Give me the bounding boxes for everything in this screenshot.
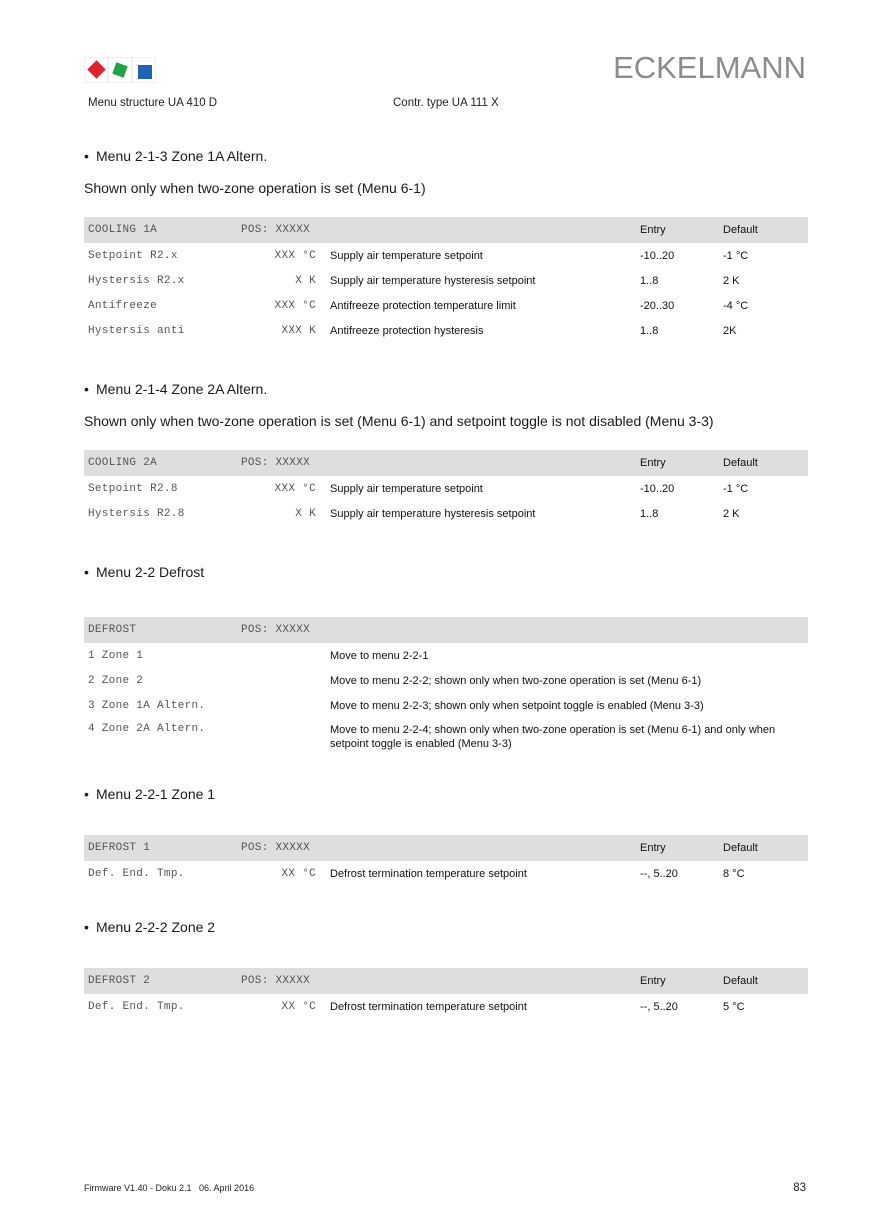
default-header: Default [719,835,808,861]
menu-name: DEFROST 2 [84,968,236,994]
table-header [84,835,808,861]
entry-header: Entry [636,217,719,243]
menu-table-defrost-1 [84,835,808,886]
menu-pos: POS: XXXXX [236,617,326,643]
table-row: 2 Zone 2 Move to menu 2-2-2; shown only when two-zone operation is set (Menu 6-1) [88,674,702,687]
section-note: Shown only when two-zone operation is set (Menu 6-1) [84,180,426,196]
menu-name: COOLING 2A [84,450,236,476]
section-menu-2-2-2 [84,919,808,1019]
section-title: • Menu 2-2 Defrost [84,564,205,580]
default-header: Default [719,968,808,994]
menu-table-cooling-2a [84,450,808,526]
table-header [84,450,808,476]
default-header: Default [719,450,808,476]
section-menu-2-1-4 [84,381,808,526]
section-title: • Menu 2-1-3 Zone 1A Altern. [84,148,268,164]
menu-table-cooling-1a [84,217,808,343]
table-header [84,217,808,243]
menu-name: DEFROST [84,617,236,643]
table-row: Antifreeze XXX °C Antifreeze protection temperature limit -20..30 -4 °C [88,299,749,312]
table-row: Def. End. Tmp. XX °C Defrost termination temperature setpoint --, 5..20 8 °C [88,867,745,880]
logo-blue-square [138,65,152,79]
table-row: Hystersis anti XXX K Antifreeze protection hysteresis 1..8 2K [88,324,737,337]
default-header: Default [719,217,808,243]
menu-pos: POS: XXXXX [236,968,326,994]
table-row: 4 Zone 2A Altern. Move to menu 2-2-4; shown only when two-zone operation is set (Menu 6-1) and only when setpoint toggle is enabled (Menu 3-3) [88,723,776,750]
header-menu-structure: Menu structure UA 410 D [88,97,218,109]
table-row: Setpoint R2.8 XXX °C Supply air temperature setpoint -10..20 -1 °C [88,482,749,495]
entry-header: Entry [636,835,719,861]
section-menu-2-2-1 [84,786,808,886]
section-title: • Menu 2-1-4 Zone 2A Altern. [84,381,268,397]
header-controller-type: Contr. type UA 111 X [393,97,499,109]
menu-pos: POS: XXXXX [236,835,326,861]
table-row: Hystersis R2.x X K Supply air temperature hysteresis setpoint 1..8 2 K [88,274,740,287]
footer-firmware: Firmware V1.40 - Doku 2.1 06. April 2016 [84,1183,255,1193]
menu-table-defrost [84,617,808,757]
menu-name: DEFROST 1 [84,835,236,861]
brand-name: ECKELMANN [613,50,806,85]
page-number: 83 [793,1182,806,1194]
table-row: Def. End. Tmp. XX °C Defrost termination temperature setpoint --, 5..20 5 °C [88,1000,745,1013]
entry-header: Entry [636,968,719,994]
section-title: • Menu 2-2-2 Zone 2 [84,919,216,935]
section-title: • Menu 2-2-1 Zone 1 [84,786,216,802]
menu-table-defrost-2 [84,968,808,1019]
menu-pos: POS: XXXXX [236,450,326,476]
table-row: 3 Zone 1A Altern. Move to menu 2-2-3; shown only when setpoint toggle is enabled (Menu 3-3) [88,699,704,712]
section-note: Shown only when two-zone operation is set (Menu 6-1) and setpoint toggle is not disabled (Menu 3-3) [84,413,714,429]
section-menu-2-1-3 [84,148,808,343]
table-row: 1 Zone 1 Move to menu 2-2-1 [88,649,429,662]
table-header [84,968,808,994]
section-menu-2-2 [84,564,808,757]
table-row: Setpoint R2.x XXX °C Supply air temperature setpoint -10..20 -1 °C [88,249,749,262]
entry-header: Entry [636,450,719,476]
menu-pos: POS: XXXXX [236,217,326,243]
table-header [84,617,808,643]
table-row: Hystersis R2.8 X K Supply air temperature hysteresis setpoint 1..8 2 K [88,507,740,520]
menu-name: COOLING 1A [84,217,236,243]
eckelmann-logo [84,57,156,83]
